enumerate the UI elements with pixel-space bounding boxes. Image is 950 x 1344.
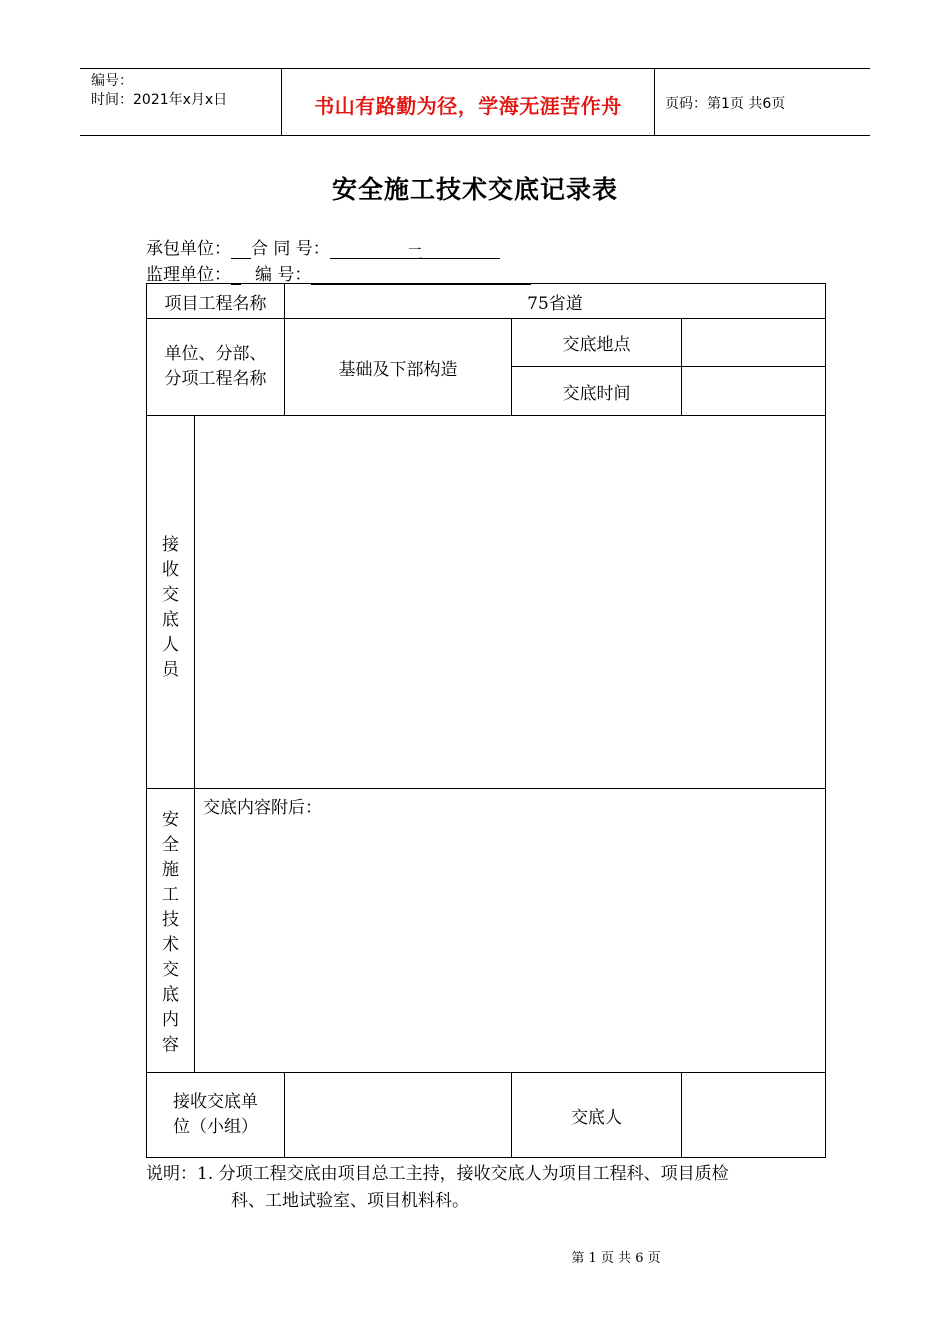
contract-no-label: 合 同 号： [251,239,330,259]
receivers-label [147,416,195,789]
supervisor-row [146,260,531,285]
project-name-label: 项目工程名称 [147,284,285,319]
page-title: 安全施工技术交底记录表 [331,175,618,204]
content-char: 工 [162,884,179,905]
note-line2: 科、工地试验室、项目机料科。 [231,1191,469,1211]
serial-no-label: 编 号： [255,265,312,285]
contractor-blank [231,240,251,259]
unit-label [147,319,285,416]
receivers-char: 人 [162,635,179,655]
header-bottom-border [80,135,870,136]
receivers-char: 底 [162,610,179,630]
header-top-border [80,68,870,69]
content-area [195,789,826,1073]
supervisor-label: 监理单位： [146,265,231,285]
date-label: 时间：2021年x月x日 [91,92,228,108]
time-value [682,367,826,416]
content-char: 交 [162,959,179,980]
receiving-unit-line1: 接收交底单 [173,1092,258,1112]
receivers-char: 员 [162,660,179,680]
content-char: 施 [162,859,179,880]
motto: 书山有路勤为径，学海无涯苦作舟 [314,94,622,118]
presenter-value [682,1073,826,1158]
content-char: 内 [162,1009,179,1030]
content-char: 技 [162,909,179,930]
receivers-char: 交 [162,585,179,605]
receivers-char: 收 [162,560,179,580]
page-footer: 第 1 页 共 6 页 [571,1251,661,1266]
contract-no-value: 二 [330,240,500,259]
contractor-row [146,234,500,265]
location-label: 交底地点 [512,319,682,367]
unit-value: 基础及下部构造 [285,319,512,416]
receivers-char: 接 [162,535,179,555]
content-label [147,789,195,1073]
contractor-label: 承包单位： [146,239,231,259]
content-char: 底 [162,984,179,1005]
header-divider-right [654,68,655,136]
content-char: 安 [162,809,179,830]
page-label: 页码：第1页 共6页 [665,96,786,112]
handover-table [146,283,826,1158]
receiving-unit-line2: 位（小组） [173,1117,258,1137]
receiving-unit-value [285,1073,512,1158]
serial-label: 编号： [91,73,133,89]
content-char: 全 [162,834,179,855]
receiving-unit-label [147,1073,285,1158]
presenter-label: 交底人 [512,1073,682,1158]
project-name-value: 75省道 [285,284,826,319]
receivers-area [195,416,826,789]
content-char: 容 [162,1034,179,1055]
time-label: 交底时间 [512,367,682,416]
unit-label-line1: 单位、分部、 [164,344,267,364]
unit-label-line2: 分项工程名称 [164,369,267,389]
content-text: 交底内容附后： [203,798,322,818]
content-char: 术 [162,934,179,955]
location-value [682,319,826,367]
note-line1: 说明：1. 分项工程交底由项目总工主持，接收交底人为项目工程科、项目质检 [146,1164,729,1184]
